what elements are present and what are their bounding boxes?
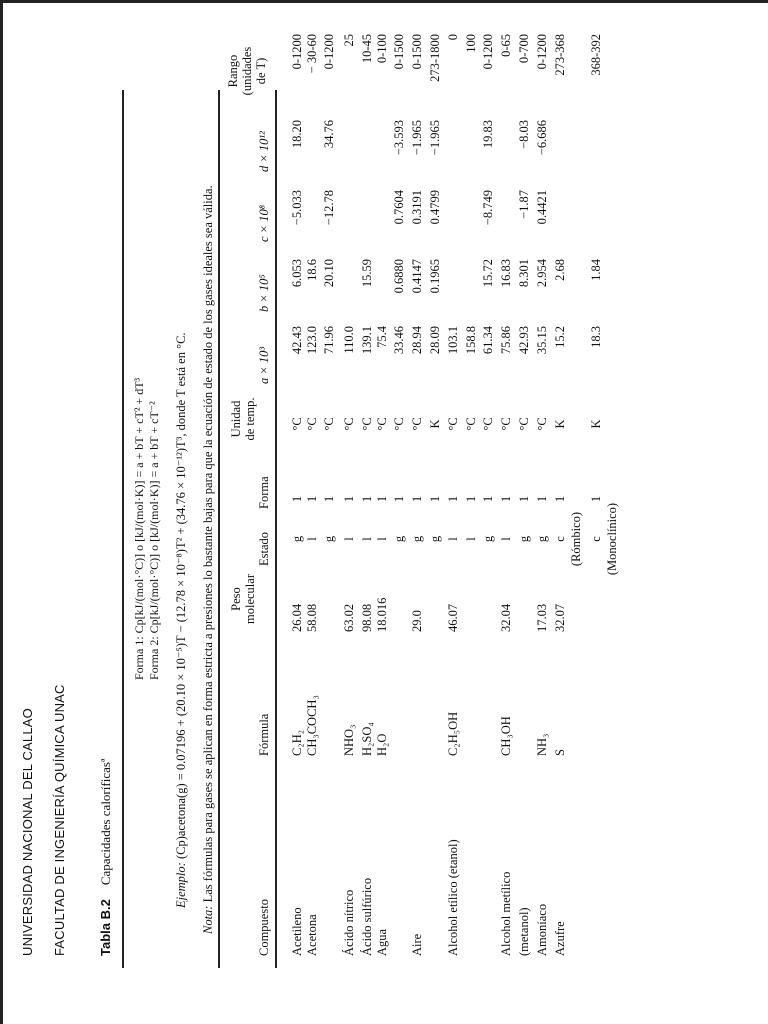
cell-unidad: °C	[290, 417, 304, 431]
cell-peso: 46.07	[446, 603, 460, 632]
cell-forma: 1	[375, 495, 389, 503]
cell-forma: 1	[481, 495, 495, 503]
cell-rango: 0-100	[375, 34, 389, 64]
cell-d: −6.686	[535, 120, 549, 156]
cell-estado: l	[305, 537, 319, 541]
faculty-header: FACULTAD DE INGENIERÍA QUÍMICA UNAC	[52, 684, 67, 956]
forma-1: Forma 1: Cp[kJ/(mol·°C)] o [kJ/(mol·K)] = a + bT + cT² + dT³	[132, 377, 146, 680]
cell-forma: 1	[392, 495, 406, 503]
cell-a: 33.46	[392, 326, 406, 355]
cell-estado: l	[342, 537, 356, 541]
cell-formula: H₂SO₄	[360, 722, 374, 756]
cell-compuesto: Acetileno	[290, 907, 304, 956]
cell-d: −8.03	[517, 120, 531, 149]
cell-b: 2.954	[535, 259, 549, 288]
cell-rango: 0-1200	[322, 34, 336, 70]
cell-a: 139.1	[360, 326, 374, 355]
cell-formula: H₂O	[375, 733, 389, 756]
cell-c: −1.87	[517, 190, 531, 219]
cell-peso: 63.02	[342, 603, 356, 632]
cell-estado: g	[517, 535, 531, 543]
cell-c: 0.3191	[410, 190, 424, 225]
cell-b: 15.72	[481, 259, 495, 288]
cell-rango: 0-1500	[410, 34, 424, 70]
cell-b: 15.59	[360, 259, 374, 288]
cell-compuesto: Alcohol etílico (etanol)	[446, 839, 460, 956]
cell-a: 103.1	[446, 326, 460, 355]
col-compuesto: Compuesto	[257, 899, 271, 956]
cell-unidad: °C	[410, 417, 424, 431]
cell-formula: CH₃COCH₃	[305, 695, 319, 756]
cell-peso: 17.03	[535, 603, 549, 632]
cell-estado: g	[290, 535, 304, 543]
cell-a: 75.4	[375, 326, 389, 348]
cell-a: 123.0	[305, 326, 319, 355]
cell-estado: g	[392, 535, 406, 543]
cell-d: 18.20	[290, 120, 304, 149]
cell-a: 61.34	[481, 326, 495, 355]
cell-rango: 0-1200	[535, 34, 549, 70]
cell-a: 18.3	[589, 326, 603, 348]
cell-a: 35.15	[535, 326, 549, 355]
cell-a: 71.96	[322, 326, 336, 355]
cell-rango: 0-1500	[392, 34, 406, 70]
cell-d: 19.83	[481, 120, 495, 149]
cell-unidad: K	[428, 419, 442, 429]
cell-forma: 1	[360, 495, 374, 503]
cell-unidad: K	[553, 419, 567, 429]
cell-c: −5.033	[290, 190, 304, 226]
note-line	[201, 185, 216, 934]
cell-unidad: °C	[517, 417, 531, 431]
cell-a: 158.8	[464, 326, 478, 355]
cell-b: 16.83	[499, 259, 513, 288]
cell-a: 28.94	[410, 326, 424, 355]
cell-compuesto: Acetona	[305, 914, 319, 956]
cell-compuesto: Alcohol metílico	[499, 871, 513, 956]
col-rango: Rango (unidades de T)	[226, 46, 268, 96]
cell-rango: 10-45	[360, 34, 374, 64]
cell-unidad: °C	[446, 417, 460, 431]
example-label: Ejemplo:	[174, 862, 188, 908]
cell-formula: C₂H₂	[290, 729, 304, 756]
cell-estado: (Monoclínico)	[605, 502, 619, 576]
cell-estado: g	[481, 535, 495, 543]
note-text: Las fórmulas para gases se aplican en forma estricta a presiones lo bastante bajas para que la ecuación de estado de los gases ideales sea válida.	[201, 185, 215, 903]
example-text: (Cp)acetona(g) = 0.07196 + (20.10 × 10⁻⁵)T − (12.78 × 10⁻⁸)T² + (34.76 × 10⁻¹²)T³, donde T está en °C.	[174, 332, 188, 860]
table-id: Tabla B.2	[98, 899, 113, 956]
cell-unidad: K	[589, 419, 603, 429]
cell-rango: 0-1200	[481, 34, 495, 70]
cell-peso: 32.04	[499, 603, 513, 632]
cell-b: 0.4147	[410, 259, 424, 294]
col-b: b × 10⁵	[257, 274, 271, 312]
cell-rango: 0-65	[499, 34, 513, 57]
col-formula: Fórmula	[257, 713, 271, 756]
cell-estado: l	[375, 537, 389, 541]
cell-formula: S	[553, 749, 567, 756]
cell-unidad: °C	[392, 417, 406, 431]
col-estado: Estado	[257, 531, 271, 566]
cell-b: 6.053	[290, 259, 304, 288]
cell-peso: 32.07	[553, 603, 567, 632]
col-unidad: Unidad de temp.	[229, 397, 257, 441]
cell-forma: 1	[428, 495, 442, 503]
cell-rango: 25	[342, 34, 356, 47]
cell-a: 110.0	[342, 326, 356, 354]
cell-c: 0.7604	[392, 190, 406, 225]
cell-unidad: °C	[499, 417, 513, 431]
cell-d: −1.965	[428, 120, 442, 156]
cell-formula: CH₃OH	[499, 716, 513, 756]
cell-forma: 1	[517, 495, 531, 503]
table-caption: Capacidades caloríficasª	[98, 758, 113, 886]
col-forma: Forma	[257, 476, 271, 509]
cell-forma: 1	[446, 495, 460, 503]
cell-unidad: °C	[342, 417, 356, 431]
cell-estado: g	[410, 535, 424, 543]
cell-estado: (Rómbico)	[569, 511, 583, 567]
cell-forma: 1	[553, 495, 567, 503]
cell-compuesto: (metanol)	[517, 907, 531, 956]
cell-estado: l	[360, 537, 374, 541]
cell-a: 42.43	[290, 326, 304, 355]
cell-compuesto: Agua	[375, 928, 389, 956]
cell-peso: 26.04	[290, 603, 304, 632]
forma-2: Forma 2: Cp[kJ/(mol·°C)] o [kJ/(mol·K)] = a + bT + cT⁻²	[147, 401, 161, 680]
cell-forma: 1	[464, 495, 478, 503]
cell-a: 75.86	[499, 326, 513, 355]
cell-formula: NHO₃	[342, 724, 356, 756]
cell-c: 0.4421	[535, 190, 549, 225]
cell-b: 1.84	[589, 259, 603, 281]
cell-a: 15.2	[553, 326, 567, 348]
cell-estado: l	[446, 537, 460, 541]
cell-unidad: °C	[481, 417, 495, 431]
cell-compuesto: Amoníaco	[535, 903, 549, 956]
cell-b: 0.1965	[428, 259, 442, 294]
cell-forma: 1	[410, 495, 424, 503]
cell-estado: l	[499, 537, 513, 541]
note-label: Nota:	[201, 905, 215, 934]
cell-a: 42.93	[517, 326, 531, 355]
cell-rango: 0-700	[517, 34, 531, 64]
cell-formula: C₂H₅OH	[446, 711, 460, 756]
cell-compuesto: Aire	[410, 933, 424, 956]
cell-a: 28.09	[428, 326, 442, 355]
cell-compuesto: Ácido nítrico	[342, 889, 356, 956]
cell-rango: 0	[446, 34, 460, 41]
cell-compuesto: Ácido sulfúrico	[360, 877, 374, 956]
cell-estado: c	[553, 536, 567, 542]
cell-forma: 1	[499, 495, 513, 503]
cell-rango: 100	[464, 34, 478, 53]
cell-b: 18.6	[305, 259, 319, 281]
cell-c: −8.749	[481, 190, 495, 226]
cell-unidad: °C	[360, 417, 374, 431]
cell-b: 2.68	[553, 259, 567, 281]
cell-peso: 29.0	[410, 610, 424, 632]
cell-d: −1.965	[410, 120, 424, 156]
cell-forma: 1	[535, 495, 549, 503]
cell-rango: − 30-60	[305, 34, 319, 74]
cell-unidad: °C	[305, 417, 319, 431]
example-line	[173, 332, 189, 908]
cell-peso: 98.08	[360, 603, 374, 632]
cell-estado: g	[535, 535, 549, 543]
cell-unidad: °C	[322, 417, 336, 431]
cell-c: −12.78	[322, 190, 336, 226]
cell-forma: 1	[305, 495, 319, 503]
header-top-rule	[218, 90, 220, 968]
cell-compuesto: Azufre	[553, 921, 567, 956]
cell-estado: c	[589, 536, 603, 542]
cell-estado: g	[428, 535, 442, 543]
cell-forma: 1	[290, 495, 304, 503]
cell-b: 20.10	[322, 259, 336, 288]
cell-peso: 18.016	[375, 597, 389, 632]
col-peso: Peso molecular	[229, 574, 257, 624]
cell-rango: 368-392	[589, 34, 603, 76]
cell-forma: 1	[322, 495, 336, 503]
cell-forma: 1	[589, 495, 603, 503]
col-d: d × 10¹²	[257, 131, 271, 172]
cell-rango: 0-1200	[290, 34, 304, 70]
table-title	[98, 758, 114, 956]
university-header: UNIVERSIDAD NACIONAL DEL CALLAO	[20, 708, 35, 956]
cell-unidad: °C	[464, 417, 478, 431]
cell-b: 0.6880	[392, 259, 406, 294]
cell-estado: g	[322, 535, 336, 543]
cell-rango: 273-368	[553, 34, 567, 76]
col-a: a × 10³	[257, 346, 271, 384]
cell-b: 8.301	[517, 259, 531, 288]
cell-c: 0.4799	[428, 190, 442, 225]
cell-d: −3.593	[392, 120, 406, 156]
cell-formula: NH₃	[535, 733, 549, 756]
top-rule	[122, 90, 124, 968]
cell-forma: 1	[342, 495, 356, 503]
cell-unidad: °C	[375, 417, 389, 431]
cell-d: 34.76	[322, 120, 336, 149]
cell-unidad: °C	[535, 417, 549, 431]
header-bottom-rule	[275, 90, 277, 968]
cell-peso: 58.08	[305, 603, 319, 632]
col-c: c × 10⁸	[257, 204, 271, 242]
cell-estado: l	[464, 537, 478, 541]
cell-rango: 273-1800	[428, 34, 442, 82]
